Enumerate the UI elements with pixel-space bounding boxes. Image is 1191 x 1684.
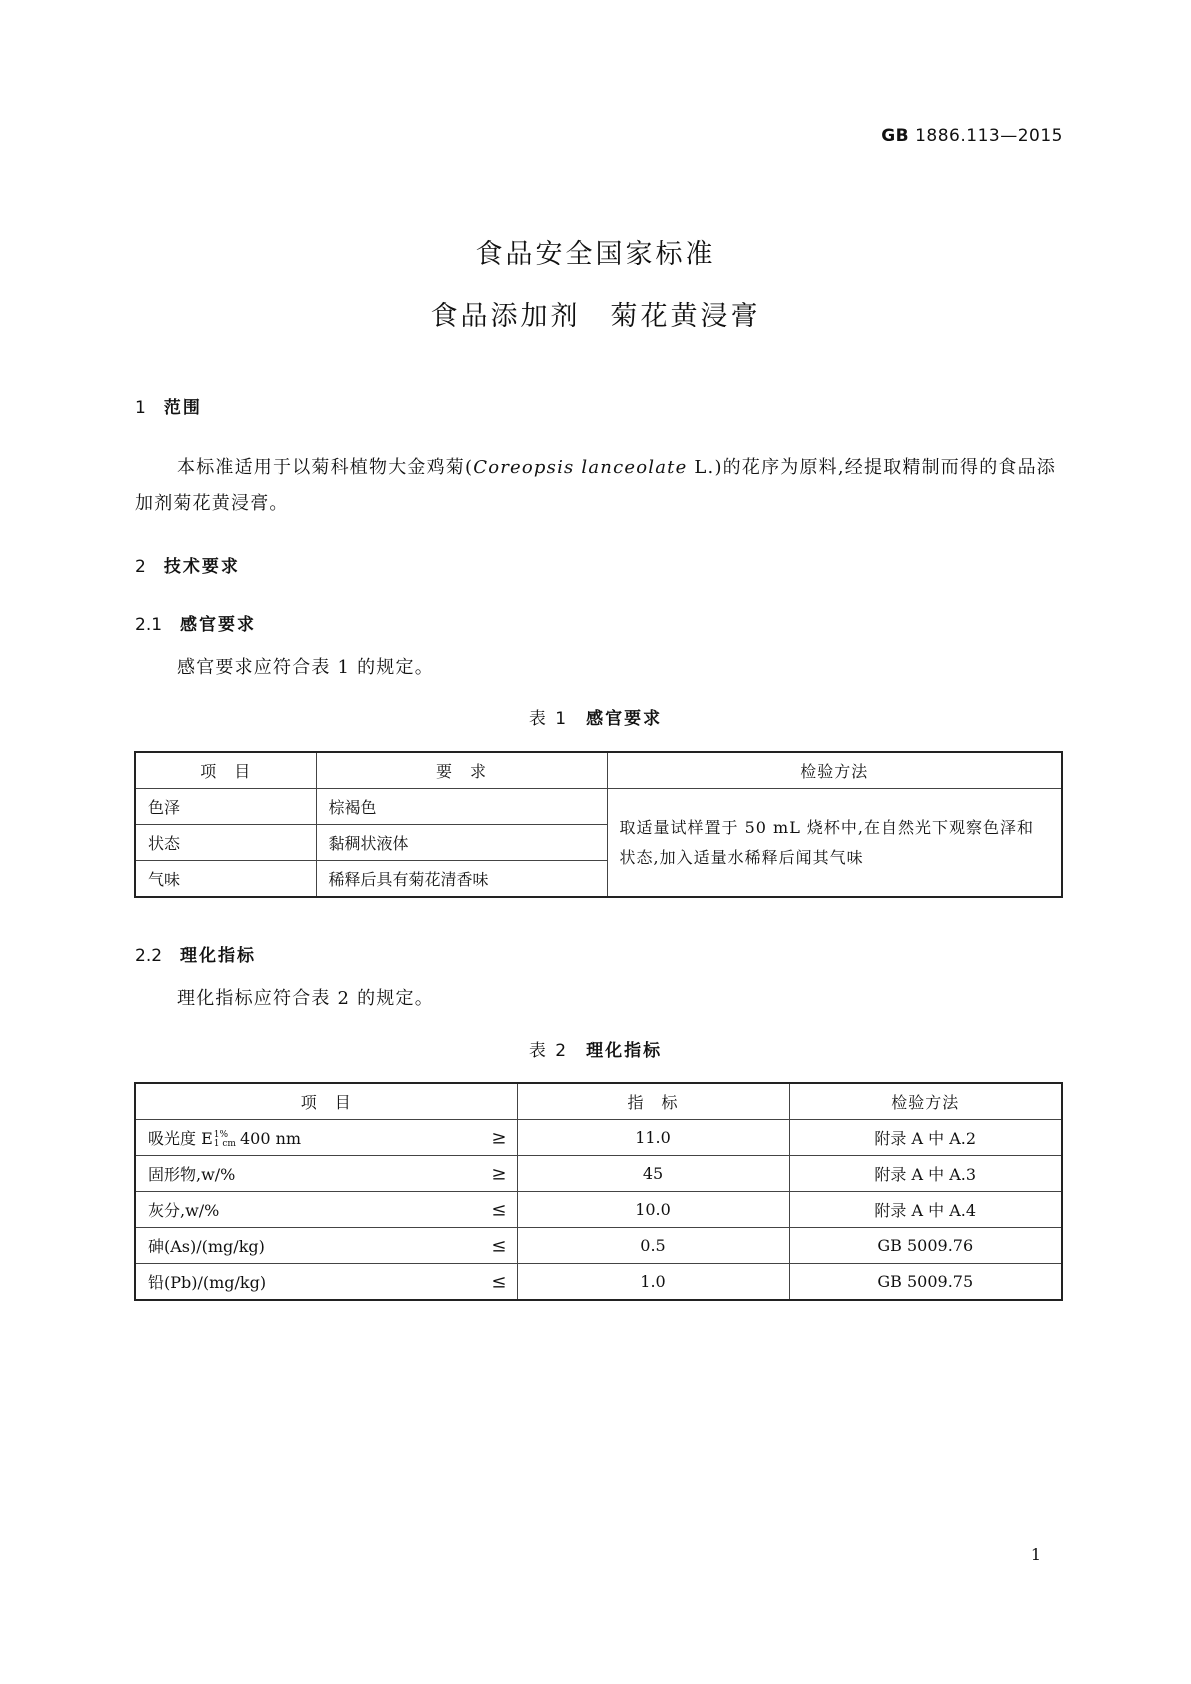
comparison-symbol: ≤ [491, 1199, 507, 1220]
section-2-2-heading [135, 941, 256, 966]
row-item-label: 固形物,w/% [148, 1165, 236, 1184]
table1-caption [0, 704, 1191, 729]
table-row [135, 1156, 1062, 1192]
column-header-method: 检验方法 [789, 1083, 1062, 1120]
row-value: 10.0 [517, 1192, 789, 1228]
table-row [135, 1264, 1062, 1301]
row-value: 0.5 [517, 1228, 789, 1264]
scope-text-after: L.)的花序为原料,经提取精制而得的食品添加剂菊花黄浸膏。 [135, 457, 1056, 514]
section-2-heading [135, 552, 240, 577]
section-2-1-heading [135, 610, 256, 635]
row-requirement: 棕褐色 [316, 789, 607, 825]
table2-caption [0, 1036, 1191, 1061]
row-item: 状态 [135, 825, 316, 861]
column-header-item: 项 目 [135, 752, 316, 789]
row-method: 附录 A 中 A.4 [789, 1192, 1062, 1228]
row-item: 气味 [135, 861, 316, 898]
section-number: 2.1 [135, 615, 163, 635]
table2-caption-number: 表 2 [528, 1041, 569, 1061]
section-title: 范围 [163, 398, 202, 418]
scope-text-before: 本标准适用于以菊科植物大金鸡菊( [177, 457, 474, 478]
row-item [135, 1264, 517, 1301]
column-header-requirement: 要 求 [316, 752, 607, 789]
table1-caption-number: 表 1 [528, 709, 569, 729]
table-header-row [135, 752, 1062, 789]
absorbance-superscript: 1% [213, 1129, 229, 1140]
standard-prefix: GB [881, 126, 910, 146]
table-row [135, 1192, 1062, 1228]
row-method: 附录 A 中 A.3 [789, 1156, 1062, 1192]
column-header-item: 项 目 [135, 1083, 517, 1120]
test-method: 取适量试样置于 50 mL 烧杯中,在自然光下观察色泽和状态,加入适量水稀释后闻其气味 [607, 789, 1062, 898]
section-title: 技术要求 [163, 557, 240, 577]
table-row [135, 1120, 1062, 1156]
column-header-indicator: 指 标 [517, 1083, 789, 1120]
section-title: 理化指标 [180, 946, 257, 966]
latin-species-name: Coreopsis lanceolate [473, 457, 688, 478]
absorbance-label: 吸光度 E [148, 1129, 213, 1148]
sensory-requirements-table [134, 751, 1063, 898]
sensory-intro-paragraph [135, 650, 1060, 686]
table-row [135, 789, 1062, 825]
comparison-symbol: ≤ [491, 1235, 507, 1256]
section-number: 2 [135, 557, 146, 577]
standard-number [881, 126, 1063, 146]
absorbance-wavelength: 400 nm [239, 1129, 302, 1148]
document-title-line2: 食品添加剂 菊花黄浸膏 [430, 301, 761, 332]
physicochemical-indicators-table [134, 1082, 1063, 1301]
comparison-symbol: ≥ [491, 1163, 507, 1184]
row-requirement: 稀释后具有菊花清香味 [316, 861, 607, 898]
row-item [135, 1156, 517, 1192]
row-item [135, 1192, 517, 1228]
column-header-method: 检验方法 [607, 752, 1062, 789]
scope-paragraph [135, 450, 1060, 522]
row-value: 1.0 [517, 1264, 789, 1301]
page-number: 1 [1030, 1545, 1041, 1564]
table-row [135, 1228, 1062, 1264]
row-method: GB 5009.75 [789, 1264, 1062, 1301]
row-item [135, 1228, 517, 1264]
section-title: 感官要求 [180, 615, 257, 635]
comparison-symbol: ≥ [491, 1127, 507, 1148]
row-method: 附录 A 中 A.2 [789, 1120, 1062, 1156]
row-item [135, 1120, 517, 1156]
row-method: GB 5009.76 [789, 1228, 1062, 1264]
table1-caption-title: 感官要求 [586, 709, 663, 729]
row-item-label: 铅(Pb)/(mg/kg) [148, 1273, 267, 1292]
sensory-intro-text: 感官要求应符合表 1 的规定。 [177, 657, 434, 678]
comparison-symbol: ≤ [491, 1271, 507, 1292]
row-item-label: 灰分,w/% [148, 1201, 220, 1220]
physchem-intro-text: 理化指标应符合表 2 的规定。 [177, 988, 434, 1009]
section-number: 1 [135, 398, 146, 418]
absorbance-subscript: 1 cm [213, 1138, 236, 1149]
standard-code: 1886.113—2015 [915, 126, 1063, 146]
table2-caption-title: 理化指标 [586, 1041, 663, 1061]
row-item-label: 砷(As)/(mg/kg) [148, 1237, 265, 1256]
row-value: 45 [517, 1156, 789, 1192]
document-title-line1: 食品安全国家标准 [475, 239, 716, 270]
row-requirement: 黏稠状液体 [316, 825, 607, 861]
row-item: 色泽 [135, 789, 316, 825]
physchem-intro-paragraph [135, 981, 1060, 1017]
row-value: 11.0 [517, 1120, 789, 1156]
section-1-heading [135, 393, 202, 418]
section-number: 2.2 [135, 946, 163, 966]
table-header-row [135, 1083, 1062, 1120]
